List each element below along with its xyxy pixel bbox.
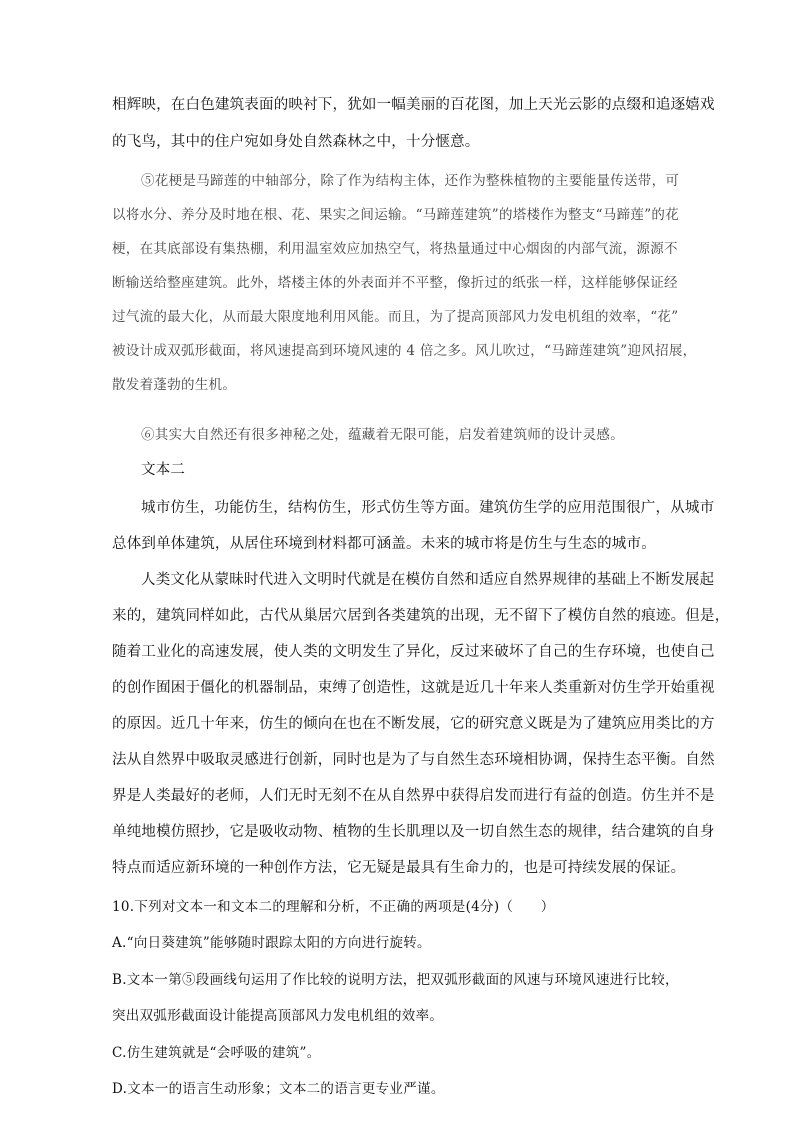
- text-line: ⑤花梗是马蹄莲的中轴部分，除了作为结构主体，还作为整株植物的主要能量传送带，可: [141, 173, 680, 189]
- question-stem: 10.下列对文本一和文本二的理解和分析，不正确的两项是(4分)（ ）: [112, 899, 555, 915]
- text-line: 的创作囿困于僵化的机器制品，束缚了创造性，这就是近几十年来人类重新对仿生学开始重视: [112, 680, 715, 696]
- text-line: 的飞鸟，其中的住户宛如身处自然森林之中，十分惬意。: [112, 134, 480, 150]
- text-line: 单纯地模仿照抄，它是吸收动物、植物的生长肌理以及一切自然生态的规律，结合建筑的自身: [112, 824, 715, 840]
- text-line: 断输送给整座建筑。此外，塔楼主体的外表面并不平整，像折过的纸张一样，这样能够保证经: [112, 275, 678, 291]
- option-a: A.“向日葵建筑”能够随时跟踪太阳的方向进行旋转。: [112, 935, 431, 951]
- option-b-line-1: B.文本一第⑤段画线句运用了作比较的说明方法，把双弧形截面的风速与环境风速进行比较，: [112, 972, 679, 988]
- text-line: 被设计成双弧形截面，将风速提高到环境风速的 4 倍之多。风儿吹过，“马蹄莲建筑”迎风招展，: [112, 343, 697, 359]
- text-line: 特点而适应新环境的一种创作方法，它无疑是最具有生命力的，也是可持续发展的保证。: [112, 860, 686, 876]
- text-line: 过气流的最大化，从而最大限度地利用风能。而且，为了提高顶部风力发电机组的效率，“花”: [112, 309, 679, 325]
- text-line: 梗，在其底部设有集热棚，利用温室效应加热空气，将热量通过中心烟囱的内部气流，源源不: [112, 241, 678, 257]
- text-line: 散发着蓬勃的生机。: [112, 377, 237, 393]
- option-c: C.仿生建筑就是“会呼吸的建筑”。: [112, 1045, 321, 1061]
- text-line: 以将水分、养分及时地在根、花、果实之间运输。“马蹄莲建筑”的塔楼作为整支“马蹄莲”的花: [112, 207, 680, 223]
- text-line: 来的，建筑同样如此，古代从巢居穴居到各类建筑的出现，无不留下了模仿自然的痕迹。但是，: [112, 608, 730, 624]
- text-line: 的原因。近几十年来，仿生的倾向在也在不断发展，它的研究意义既是为了建筑应用类比的方: [112, 716, 715, 732]
- text-line: 人类文化从蒙昧时代进入文明时代就是在模仿自然和适应自然界规律的基础上不断发展起: [141, 572, 715, 588]
- text-line: 随着工业化的高速发展，使人类的文明发生了异化，反过来破坏了自己的生存环境，也使自己: [112, 644, 715, 660]
- option-d: D.文本一的语言生动形象；文本二的语言更专业严谨。: [112, 1081, 445, 1097]
- text-line: ⑥其实大自然还有很多神秘之处，蕴藏着无限可能，启发着建筑师的设计灵感。: [141, 427, 624, 443]
- text-line: 法从自然界中吸取灵感进行创新，同时也是为了与自然生态环境相协调，保持生态平衡。自然: [112, 752, 715, 768]
- text-line: 界是人类最好的老师，人们无时无刻不在从自然界中获得启发而进行有益的创造。仿生并不是: [112, 788, 715, 804]
- text-line: 城市仿生，功能仿生，结构仿生，形式仿生等方面。建筑仿生学的应用范围很广，从城市: [141, 500, 715, 516]
- option-b-line-2: 突出双弧形截面设计能提高顶部风力发电机组的效率。: [112, 1008, 444, 1024]
- section-heading: 文本二: [141, 462, 186, 478]
- text-line: 总体到单体建筑，从居住环境到材料都可涵盖。未来的城市将是仿生与生态的城市。: [112, 536, 656, 552]
- text-line: 相辉映，在白色建筑表面的映衬下，犹如一幅美丽的百花图，加上天光云影的点缀和追逐嬉戏: [112, 97, 715, 113]
